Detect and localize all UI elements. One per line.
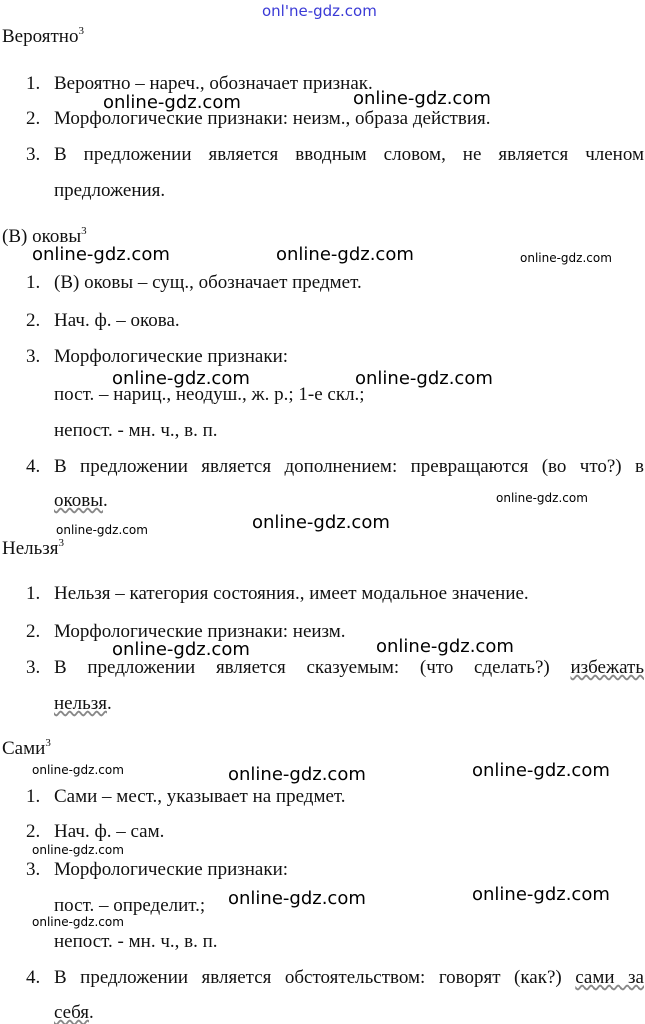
item-number: 3. [26,657,41,678]
item-continuation: непост. - мн. ч., в. п. [54,931,218,952]
item-text: Вероятно – нареч., обозначает признак. [54,73,373,94]
item-number: 1. [26,583,41,604]
watermark: online-gdz.com [376,636,514,657]
section-heading [2,538,64,560]
item-text [54,967,644,989]
heading-text: (В) оковы [2,226,82,247]
underlined-word: нельзя [54,693,107,714]
item-text [54,657,644,679]
item-text: Морфологические признаки: [54,346,289,367]
heading-text: Сами [2,738,46,759]
heading-text: Нельзя [2,538,59,559]
watermark: online-gdz.com [112,368,250,389]
item-text: Морфологические признаки: [54,859,289,880]
watermark: online-gdz.com [355,368,493,389]
watermark: online-gdz.com [56,523,148,537]
watermark: online-gdz.com [353,88,491,109]
item-text: Нач. ф. – окова. [54,310,180,331]
item-number: 1. [26,73,41,94]
watermark: online-gdz.com [496,491,588,505]
watermark-top: onl'ne-gdz.com [262,2,377,20]
underlined-word: сами за [575,967,644,988]
heading-text: Вероятно [2,26,79,47]
heading-sup: 3 [81,225,87,237]
watermark: online-gdz.com [472,760,610,781]
watermark: online-gdz.com [228,764,366,785]
item-number: 3. [26,859,41,880]
text-part: В предложении является обстоятельством: говорят (как?) [54,967,576,988]
watermark: online-gdz.com [276,244,414,265]
watermark: online-gdz.com [32,915,124,929]
period: . [89,1002,94,1023]
item-number: 4. [26,456,41,477]
item-continuation [54,693,112,715]
watermark: online-gdz.com [252,512,390,533]
item-text: (В) оковы – сущ., обозначает предмет. [54,272,362,293]
section-heading [2,738,51,760]
item-text: В предложении является вводным словом, не является членом [54,144,644,165]
text-part: В предложении является сказуемым: (что сделать?) [54,657,571,678]
item-text: Сами – мест., указывает на предмет. [54,786,346,807]
underlined-word: оковы [54,490,104,511]
item-continuation [54,1002,94,1024]
item-text: Морфологические признаки: неизм. [54,621,346,642]
heading-sup: 3 [45,737,51,749]
watermark: online-gdz.com [32,244,170,265]
item-text: Морфологические признаки: неизм., образа действия. [54,108,491,129]
item-text: Нач. ф. – сам. [54,821,165,842]
heading-sup: 3 [58,537,65,549]
item-continuation: непост. - мн. ч., в. п. [54,420,218,441]
watermark: online-gdz.com [32,843,124,857]
item-continuation: пост. – нариц., неодуш., ж. р.; 1-е скл.; [54,384,365,405]
item-continuation [54,490,108,512]
item-number: 2. [26,821,41,842]
underlined-word: избежать [570,657,644,678]
heading-sup: 3 [78,25,84,37]
underlined-word: себя [54,1002,90,1023]
item-number: 4. [26,967,41,988]
period: . [107,693,112,714]
item-number: 3. [26,144,41,165]
watermark: online-gdz.com [32,763,124,777]
item-text: В предложении является дополнением: превращаются (во что?) в [54,456,644,477]
item-continuation: пост. – определит.; [54,895,206,916]
section-heading [2,26,84,48]
item-number: 3. [26,346,41,367]
watermark: online-gdz.com [520,251,612,265]
watermark: online-gdz.com [112,639,250,660]
item-number: 1. [26,272,41,293]
item-number: 2. [26,108,41,129]
period: . [103,490,108,511]
item-number: 2. [26,621,41,642]
item-number: 1. [26,786,41,807]
watermark: online-gdz.com [228,888,366,909]
item-continuation: предложения. [54,180,166,201]
watermark: online-gdz.com [103,92,241,113]
item-number: 2. [26,310,41,331]
watermark: online-gdz.com [472,884,610,905]
item-text: Нельзя – категория состояния., имеет модальное значение. [54,583,529,604]
